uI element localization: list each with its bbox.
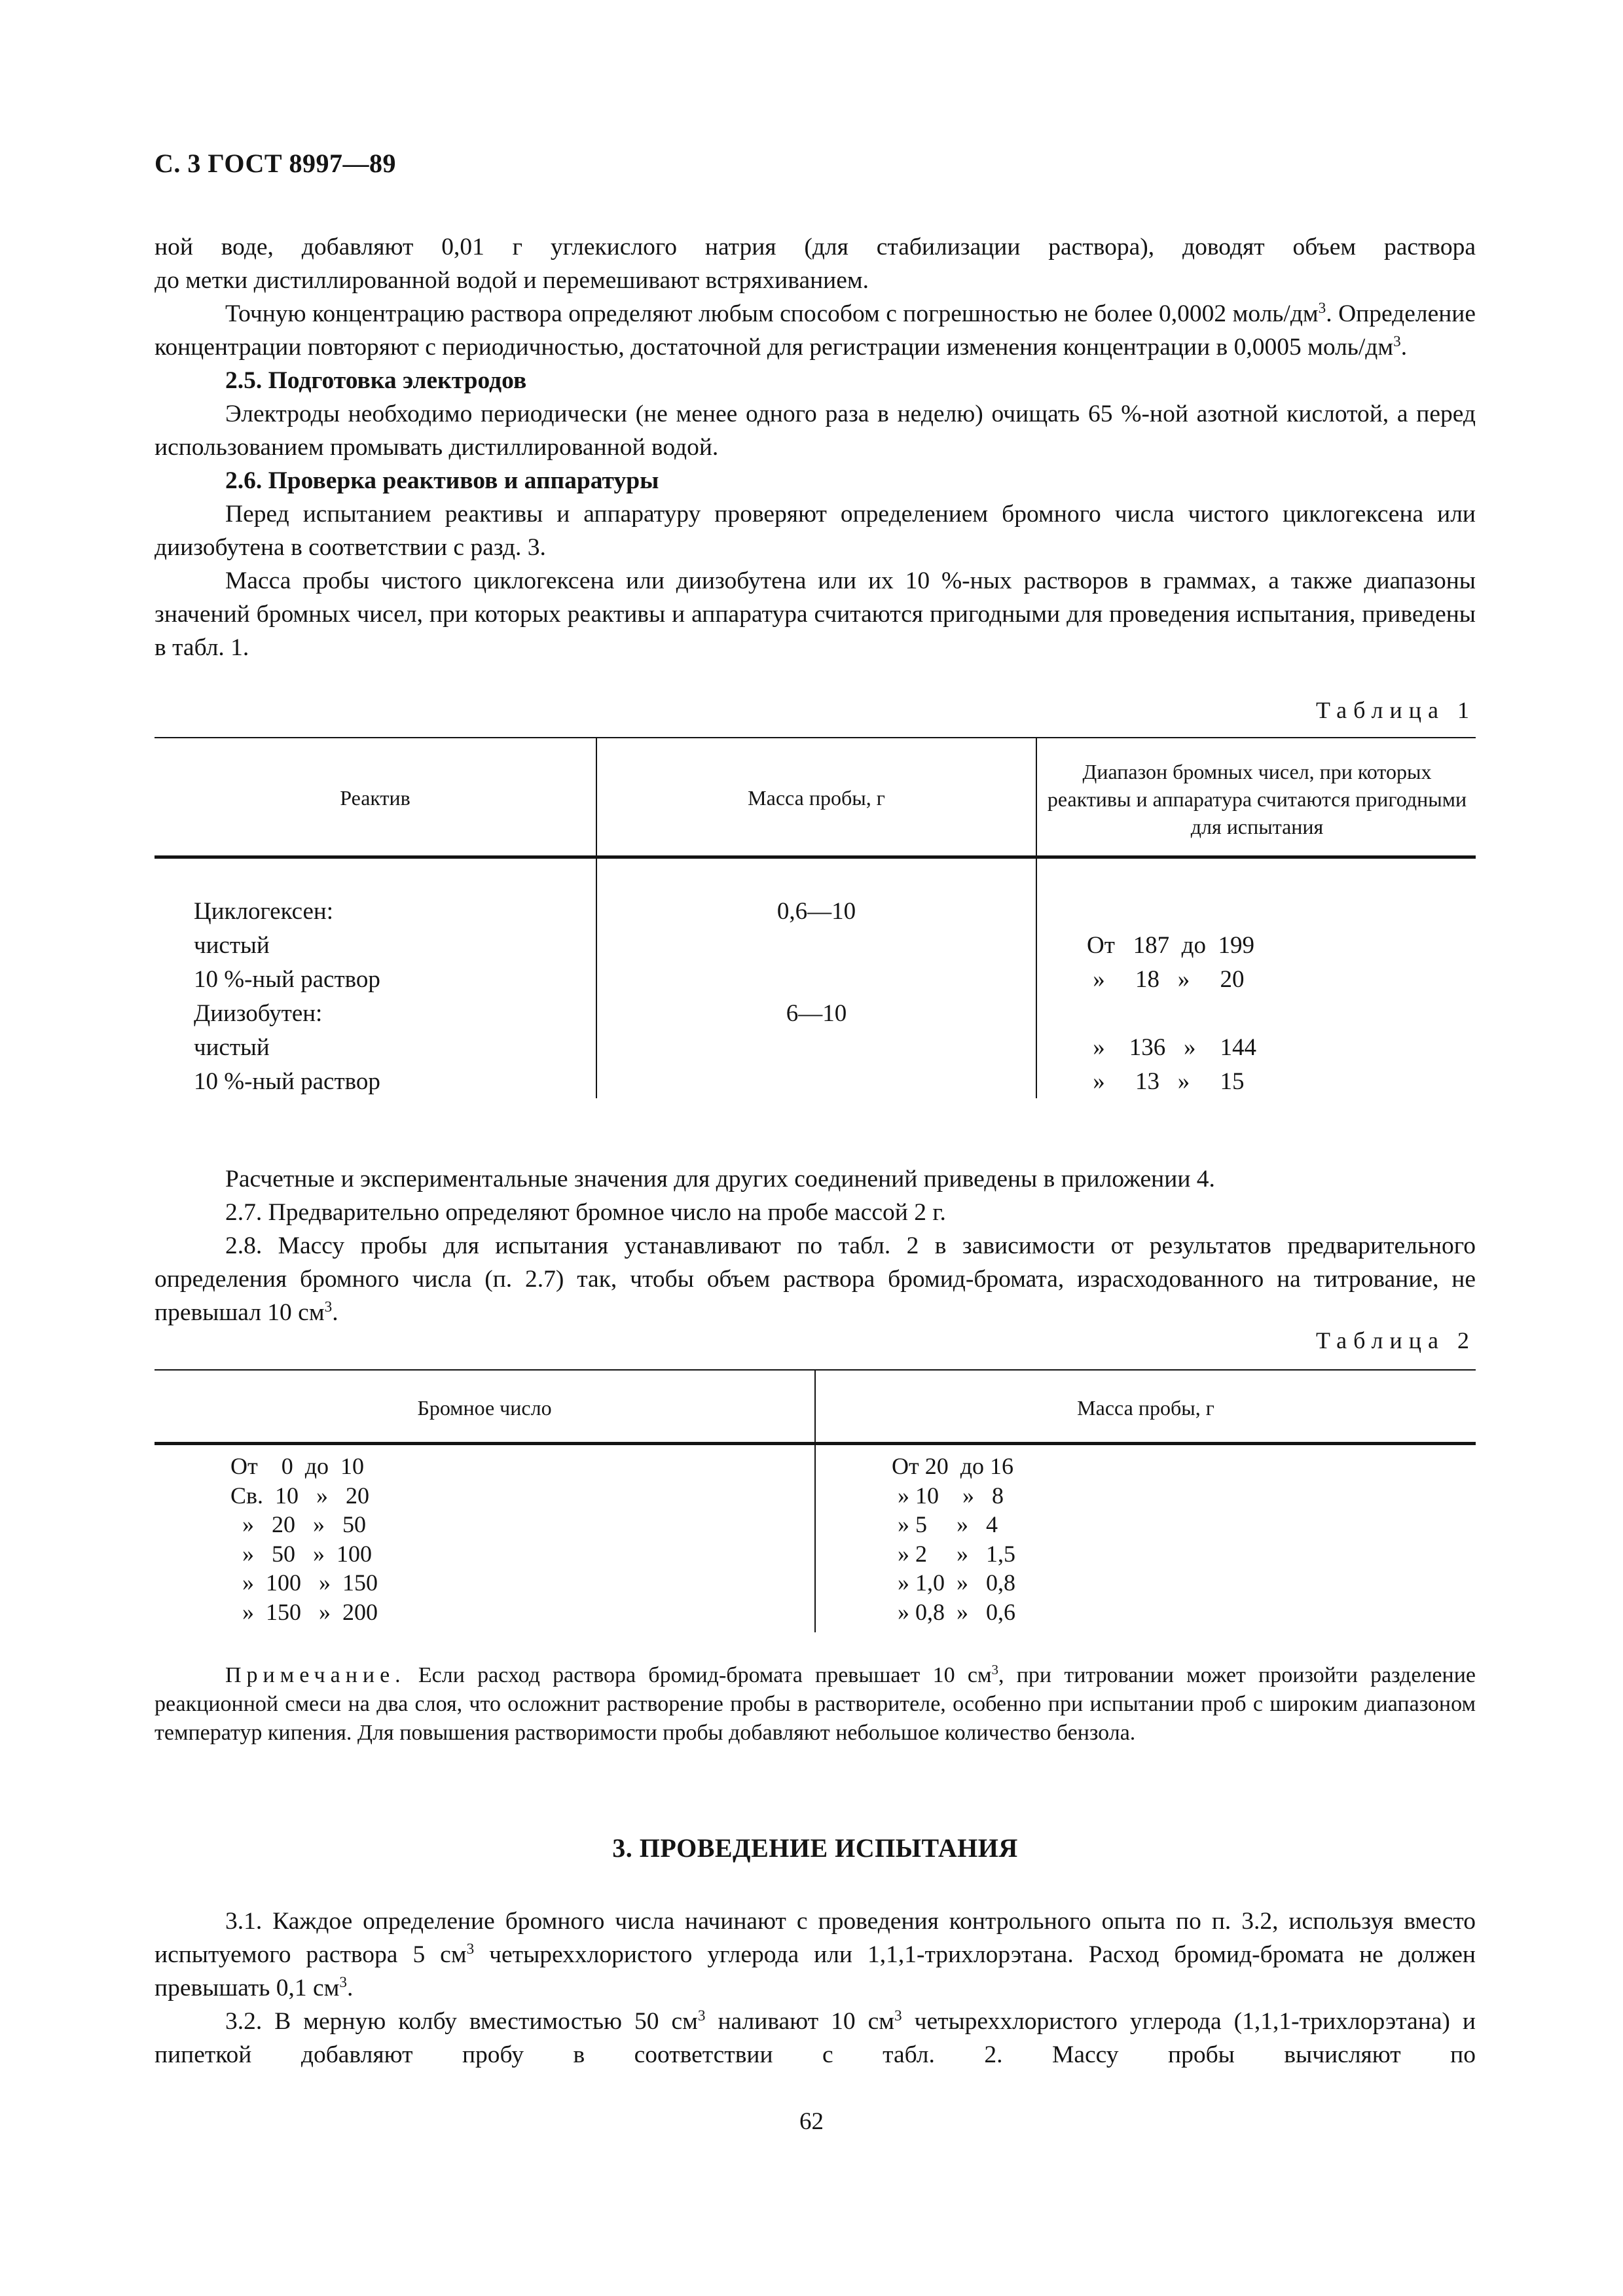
table-cell: » 18 » 20 [1087, 966, 1245, 993]
table-cell [597, 1065, 1036, 1099]
table-cell: 10 %-ный раствор [194, 966, 380, 993]
paragraph-text: . [1400, 334, 1408, 361]
note-text: Если расход раствора бромид-бромата превышает 10 см [405, 1663, 992, 1687]
table-cell: Св. 10 » 20 [230, 1482, 370, 1509]
paragraph-text: четыреххлористого углерода (1,1,1-трихлорэтана) и пипеткой добавляют пробу в соответствии с табл. 2. Массу пробы вычисляют по [155, 2008, 1476, 2068]
paragraph-line: до метки дистиллированной водой и перемешивают встряхиванием. [155, 267, 869, 294]
paragraph-2-7: 2.7. Предварительно определяют бромное число на пробе массой 2 г. [225, 1199, 946, 1226]
table-cell: » 5 » 4 [892, 1511, 998, 1537]
table-note [155, 1661, 1476, 1748]
table-cell: 6—10 [786, 1000, 847, 1027]
table-cell: » 50 » 100 [230, 1540, 372, 1567]
table-column-mass [597, 895, 1036, 1099]
table-cell [1087, 895, 1453, 929]
table-column-bromine-range [1087, 895, 1453, 1099]
table-cell: От 187 до 199 [1087, 932, 1254, 959]
heading-2-6: 2.6. Проверка реактивов и аппаратуры [225, 467, 659, 494]
paragraph-text: . [332, 1299, 338, 1326]
superscript: 3 [324, 1299, 333, 1316]
table-cell: » 20 » 50 [230, 1511, 366, 1537]
text-block-1 [155, 230, 1476, 664]
table-cell: » 13 » 15 [1087, 1068, 1245, 1095]
table-cell: 0,6—10 [776, 898, 856, 925]
paragraph-3-1 [155, 1905, 1476, 2005]
paragraph-text: наливают 10 см [705, 2008, 894, 2035]
table-cell [597, 929, 1036, 963]
table-cell: » 150 » 200 [230, 1598, 378, 1625]
page-number: 62 [799, 2108, 824, 2135]
table-header: Диапазон бромных чисел, при которых реактивы и аппаратура считаются пригодными для испытания [1047, 760, 1467, 838]
paragraph-reagents-check: Перед испытанием реактивы и аппаратуру проверяют определением бромного числа чистого циклогексена или диизобутена в соответствии с разд. 3. [155, 501, 1476, 561]
paragraph-text: четыреххлористого углерода или 1,1,1-трихлорэтана. Расход бромид-бромата не должен превышать 0,1 см [155, 1941, 1476, 2001]
paragraph-text: . [347, 1975, 354, 2001]
paragraph-text: 3.1. Каждое определение бромного числа начинают с проведения контрольного опыта по п. 3.2, используя вместо испытуемого раствора 5 см [155, 1908, 1476, 1968]
table-cell: Циклогексен: [194, 898, 334, 925]
table-cell: От 0 до 10 [230, 1453, 365, 1479]
table-header: Масса пробы, г [748, 786, 885, 810]
table-column-bromine-number [230, 1452, 689, 1626]
table-header: Масса пробы, г [1077, 1396, 1214, 1420]
table-cell: » 10 » 8 [892, 1482, 1004, 1509]
table-rule [155, 855, 1476, 859]
table-cell [1087, 997, 1453, 1031]
table-cell [597, 963, 1036, 997]
table-cell: » 1,0 » 0,8 [892, 1570, 1015, 1596]
table-column-reagent [194, 895, 587, 1099]
paragraph-text: 2.8. Массу пробы для испытания устанавливают по табл. 2 в зависимости от результатов предварительного определения бромного числа (п. 2.7) так, чтобы объем раствора бромид-бромата, израсходованного на титрование, не превышал 10 см [155, 1232, 1476, 1326]
superscript: 3 [466, 1941, 475, 1958]
paragraph-text: 3.2. В мерную колбу вместимостью 50 см [225, 2008, 698, 2035]
table-header: Реактив [340, 786, 410, 810]
note-label: Примечание. [225, 1663, 406, 1687]
paragraph-electrodes: Электроды необходимо периодически (не менее одного раза в неделю) очищать 65 %-ной азотной кислотой, а перед использованием промывать дистиллированной водой. [155, 401, 1476, 461]
note-text: , при титровании может произойти разделение реакционной смеси на два слоя, что осложнит растворение пробы в растворителе, особенно при испытании проб с широким диапазоном температур кипения. Для повышения растворимости пробы добавляют небольшое количество бензола. [155, 1663, 1476, 1745]
table-column-divider [1036, 738, 1037, 1098]
table-cell: Диизобутен: [194, 1000, 323, 1027]
paragraph-concentration [155, 297, 1476, 364]
table-cell: От 20 до 16 [892, 1453, 1014, 1479]
table-cell: 10 %-ный раствор [194, 1068, 380, 1095]
paragraph-sample-mass: Масса пробы чистого циклогексена или диизобутена или их 10 %-ных растворов в граммах, а также диапазоны значений бромных чисел, при которых реактивы и аппаратура считаются пригодными для проведения испытания, приведены в табл. 1. [155, 567, 1476, 661]
note-paragraph [155, 1661, 1476, 1748]
page-header: С. 3 ГОСТ 8997—89 [155, 149, 397, 178]
superscript: 3 [339, 1974, 348, 1992]
table-rule [155, 737, 1476, 738]
paragraph-calculated-values: Расчетные и экспериментальные значения для других соединений приведены в приложении 4. [225, 1166, 1215, 1193]
table-cell: чистый [194, 932, 270, 959]
table-cell: » 0,8 » 0,6 [892, 1598, 1015, 1625]
table-cell: » 2 » 1,5 [892, 1540, 1015, 1567]
table1-caption: Таблица 1 [1316, 697, 1476, 723]
table-cell: чистый [194, 1034, 270, 1061]
table-column-sample-mass [892, 1452, 1350, 1626]
table-header: Бромное число [417, 1396, 552, 1420]
heading-2-5: 2.5. Подготовка электродов [225, 367, 527, 394]
table-cell: » 136 » 144 [1087, 1034, 1256, 1061]
superscript: 3 [894, 2007, 902, 2025]
paragraph-2-8 [155, 1229, 1476, 1329]
table2-caption: Таблица 2 [1316, 1327, 1476, 1354]
table-cell: » 100 » 150 [230, 1570, 378, 1596]
section-3-title: 3. ПРОВЕДЕНИЕ ИСПЫТАНИЯ [612, 1833, 1018, 1863]
superscript: 3 [1393, 333, 1401, 351]
text-block-2 [155, 1162, 1476, 1329]
superscript: 3 [991, 1662, 999, 1678]
table-cell [597, 1031, 1036, 1065]
superscript: 3 [697, 2007, 706, 2025]
text-block-3 [155, 1905, 1476, 2072]
paragraph-line: ной воде, добавляют 0,01 г углекислого натрия (для стабилизации раствора), доводят объем раствора [155, 234, 1476, 260]
paragraph-text: Точную концентрацию раствора определяют любым способом с погрешностью не более 0,0002 моль/дм [225, 300, 1319, 327]
superscript: 3 [1318, 300, 1326, 317]
paragraph-text: . Определение концентрации повторяют с периодичностью, достаточной для регистрации изменения концентрации в 0,0005 моль/дм [155, 300, 1476, 361]
paragraph-3-2 [155, 2005, 1476, 2072]
